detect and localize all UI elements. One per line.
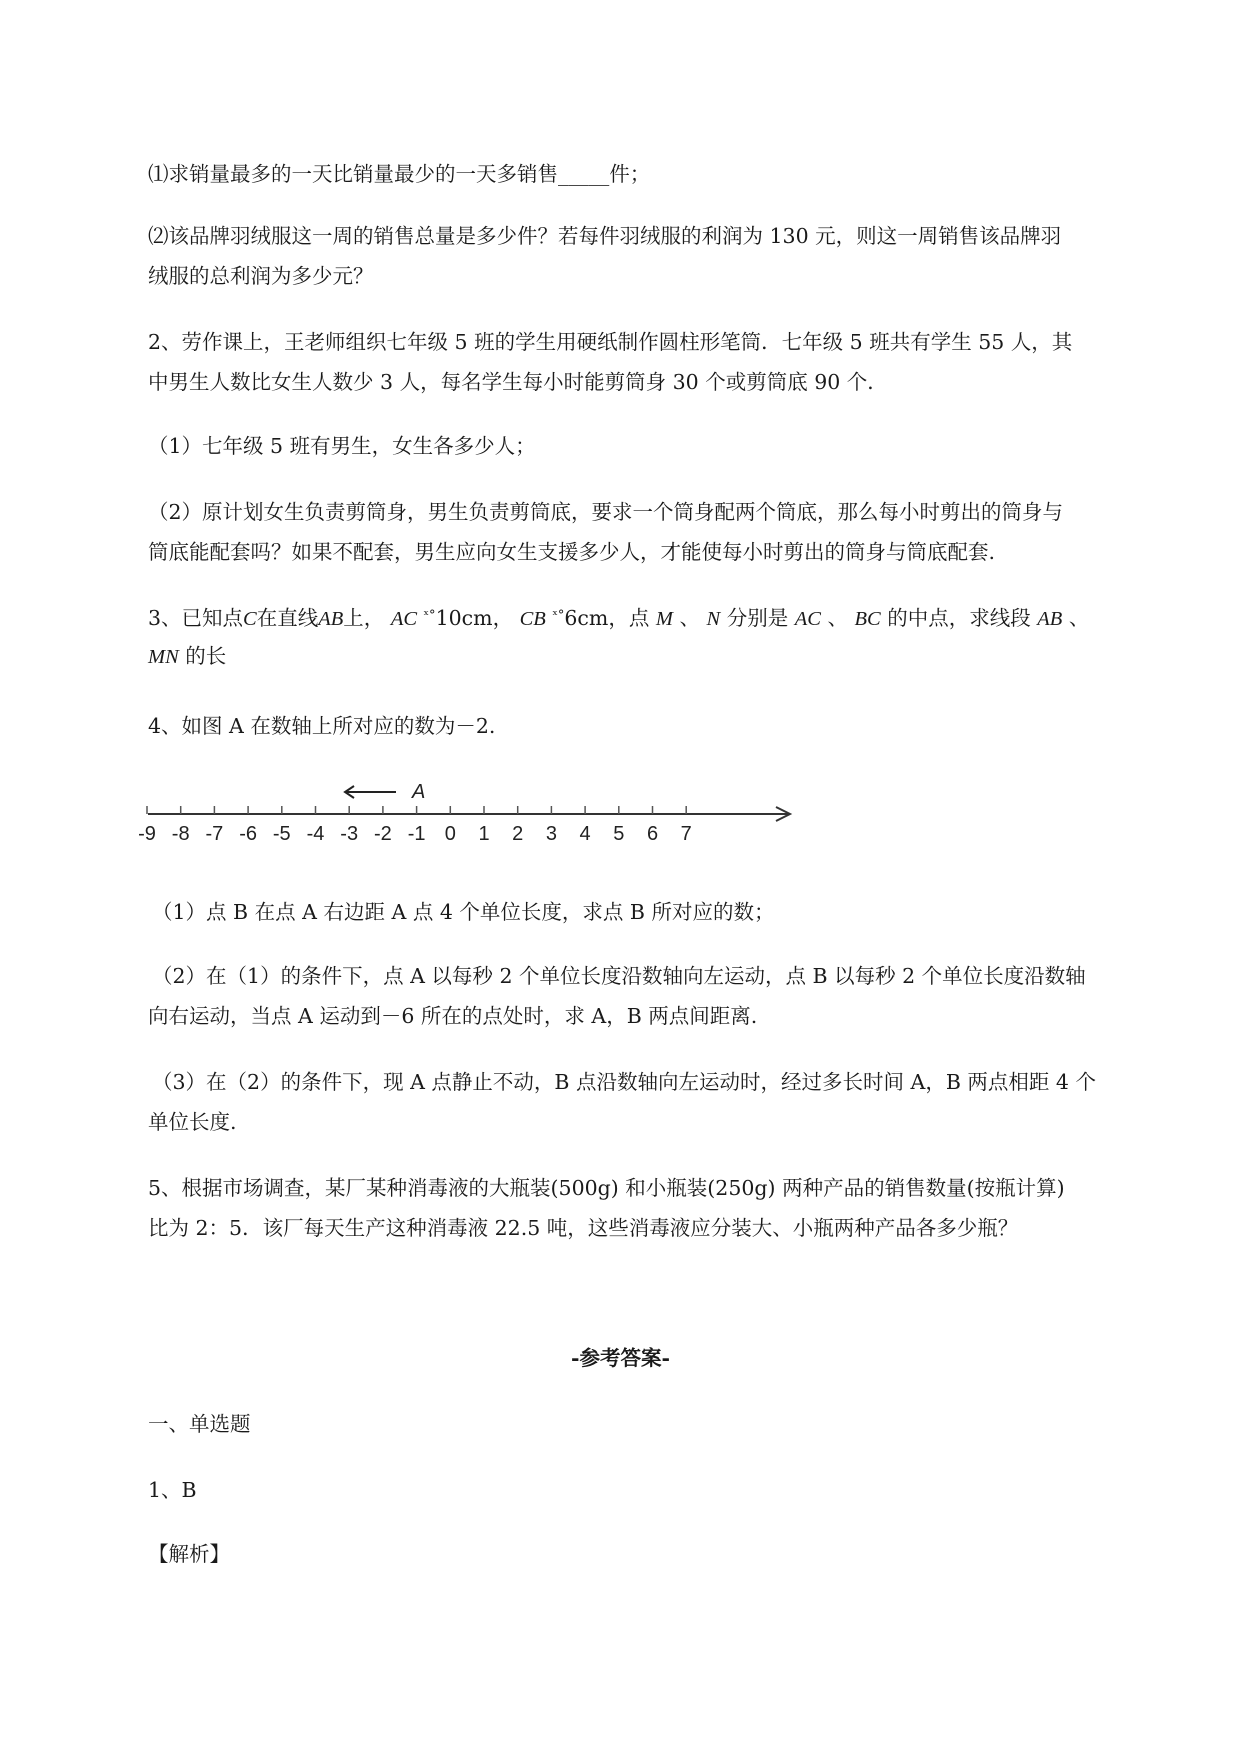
segment-cb: CB — [519, 608, 546, 630]
tick-label: -5 — [272, 823, 291, 845]
tick-label: 3 — [545, 823, 557, 845]
tick-label: -9 — [138, 823, 156, 845]
q5-line1: 5、根据市场调查，某厂某种消毒液的大瓶装(500g) 和小瓶装(250g) 两种产品的销售数量(按瓶计算) — [148, 1176, 1065, 1200]
point-a-marker — [345, 781, 425, 803]
q1-part1: ⑴求销量最多的一天比销量最少的一天多销售_____件； — [148, 162, 651, 186]
tick-label: 7 — [680, 823, 692, 845]
q2-line2: 中男生人数比女生人数少 3 人，每名学生每小时能剪筒身 30 个或剪筒底 90 个． — [148, 370, 888, 394]
answer-1: 1、B — [148, 1478, 197, 1502]
number-line-ticks — [138, 806, 692, 845]
point-n: N — [706, 608, 721, 630]
q5-line2: 比为 2：5．该厂每天生产这种消毒液 22.5 吨，这些消毒液应分装大、小瓶两种产品各多少瓶？ — [148, 1216, 1019, 1240]
q4-stem: 4、如图 A 在数轴上所对应的数为－2. — [148, 714, 496, 738]
segment-ab: AB — [318, 608, 344, 630]
tick-label: 0 — [444, 823, 456, 845]
q1-part2-line1: ⑵该品牌羽绒服这一周的销售总量是多少件？若每件羽绒服的利润为 130 元，则这一周销售该品牌羽 — [148, 224, 1062, 248]
point-m: M — [655, 608, 673, 630]
point-c: C — [243, 608, 257, 630]
tick-label: -3 — [340, 823, 359, 845]
q1-part2-line2: 绒服的总利润为多少元？ — [148, 264, 374, 288]
q3-line2: MN 的长 — [148, 644, 227, 668]
tick-label: 5 — [613, 823, 625, 845]
q2-sub1: （1）七年级 5 班有男生，女生各多少人； — [148, 434, 536, 458]
q4-sub2-line1: （2）在（1）的条件下，点 A 以每秒 2 个单位长度沿数轴向左运动，点 B 以每秒 2 个单位长度沿数轴 — [152, 964, 1086, 988]
tick-label: -4 — [306, 823, 325, 845]
q4-sub1: （1）点 B 在点 A 右边距 A 点 4 个单位长度，求点 B 所对应的数； — [152, 900, 775, 924]
q4-sub3-line2: 单位长度. — [148, 1110, 237, 1134]
segment-mn: MN — [148, 646, 179, 668]
tick-label: -7 — [205, 823, 224, 845]
q4-sub2-line2: 向右运动，当点 A 运动到－6 所在的点处时，求 A，B 两点间距离. — [148, 1004, 758, 1028]
tick-label: -2 — [374, 823, 392, 845]
analysis-label: 【解析】 — [148, 1542, 230, 1566]
tick-label: 1 — [478, 823, 490, 845]
q2-sub2-line2: 筒底能配套吗？如果不配套，男生应向女生支援多少人，才能使每小时剪出的筒身与筒底配套. — [148, 540, 996, 564]
number-line-figure — [140, 770, 800, 850]
tick-label: 2 — [512, 823, 524, 845]
answers-title: -参考答案- — [570, 1346, 671, 1370]
q2-line1: 2、劳作课上，王老师组织七年级 5 班的学生用硬纸制作圆柱形笔筒．七年级 5 班共有学生 55 人，其 — [148, 330, 1073, 354]
q3-line1: 3、已知点C在直线AB上， AC $^{ˣ^\circ}$10cm， CB $^{ˣ^\circ}$6cm，点 M 、 N 分别是 AC 、 BC 的中点，求线段 AB 、 — [148, 606, 1090, 630]
tick-label: -6 — [239, 823, 257, 845]
tick-label: 6 — [646, 823, 659, 845]
tick-label: -8 — [171, 823, 190, 845]
q2-sub2-line1: （2）原计划女生负责剪筒身，男生负责剪筒底，要求一个筒身配两个筒底，那么每小时剪出的筒身与 — [148, 500, 1064, 524]
segment-ac: AC — [390, 608, 418, 630]
section-heading: 一、单选题 — [148, 1412, 251, 1436]
tick-label: 4 — [579, 823, 591, 845]
tick-label: -1 — [407, 823, 426, 845]
point-a-label: A — [412, 781, 426, 803]
q4-sub3-line1: （3）在（2）的条件下，现 A 点静止不动，B 点沿数轴向左运动时，经过多长时间 A，B 两点相距 4 个 — [152, 1070, 1096, 1094]
